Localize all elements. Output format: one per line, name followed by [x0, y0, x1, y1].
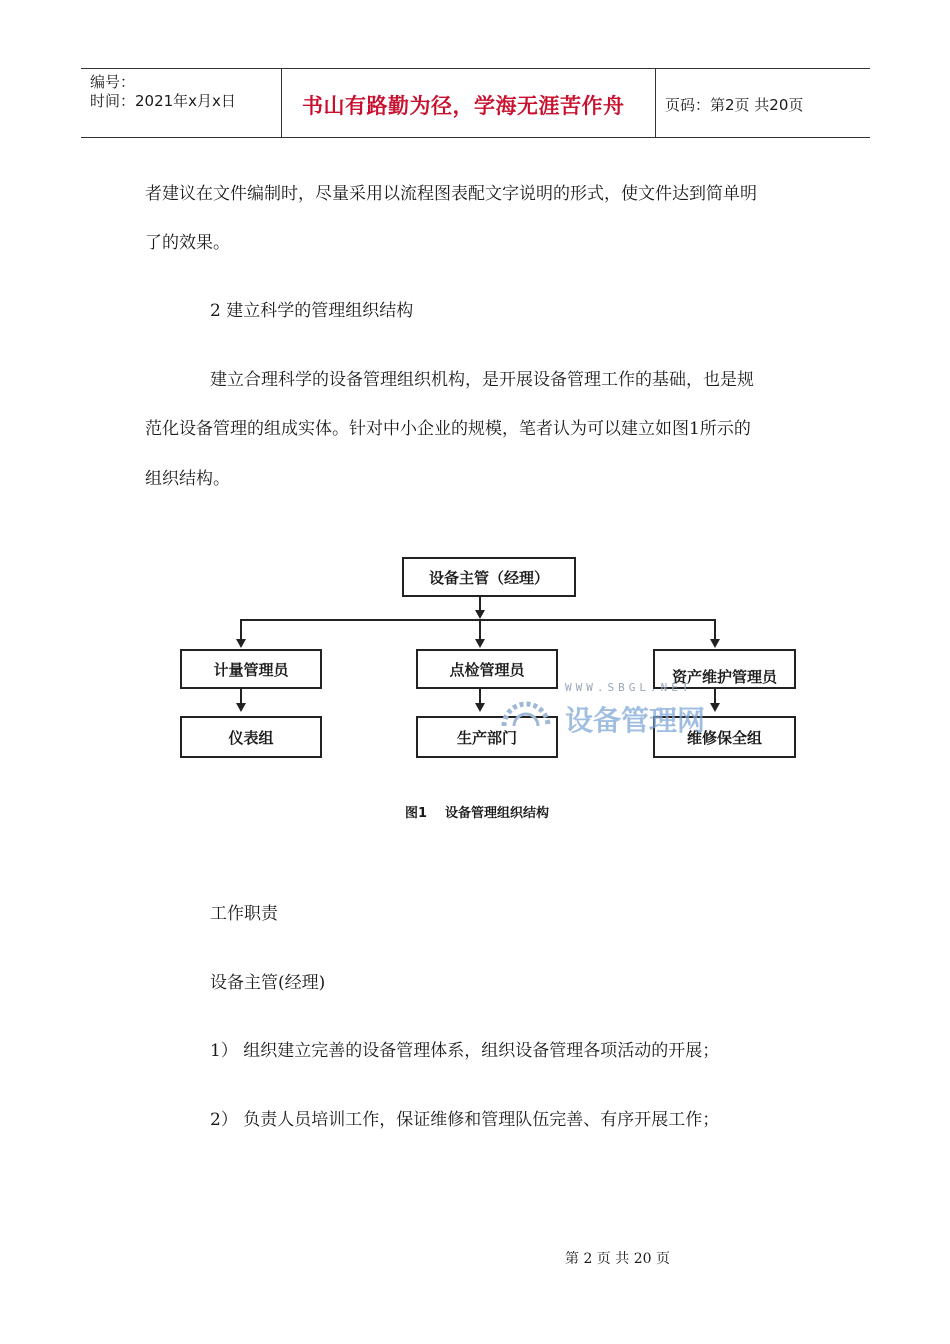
connector-line: [479, 689, 481, 703]
header-page-info: 页码：第2页 共20页: [665, 96, 804, 114]
arrow-down-icon: [475, 639, 485, 648]
connector-line: [479, 619, 481, 639]
duty-item: 2） 负责人员培训工作，保证维修和管理队伍完善、有序开展工作；: [210, 1110, 720, 1130]
connector-line: [240, 619, 716, 621]
paragraph-line: 组织结构。: [145, 469, 230, 489]
org-node-manager: 设备主管（经理）: [402, 557, 576, 597]
section-heading: 2 建立科学的管理组织结构: [210, 301, 414, 321]
manager-heading: 设备主管(经理): [210, 973, 326, 993]
header-page-cell: [656, 69, 870, 137]
connector-line: [714, 689, 716, 703]
header-motto-cell: [282, 69, 656, 137]
connector-line: [240, 689, 242, 703]
gear-logo-icon: [500, 698, 552, 728]
arrow-down-icon: [236, 703, 246, 712]
arrow-down-icon: [710, 639, 720, 648]
serial-label: 编号：: [90, 73, 136, 91]
paragraph-line: 者建议在文件编制时，尽量采用以流程图表配文字说明的形式，使文件达到简单明: [145, 184, 757, 204]
duties-heading: 工作职责: [210, 904, 278, 924]
arrow-down-icon: [236, 639, 246, 648]
figure-caption: [405, 802, 549, 821]
paragraph-line: 建立合理科学的设备管理组织机构，是开展设备管理工作的基础，也是规: [210, 370, 754, 390]
watermark-url: WWW.SBGL.NET: [565, 681, 693, 694]
watermark-name: 设备管理网: [565, 704, 706, 737]
connector-line: [240, 619, 242, 639]
connector-line: [714, 619, 716, 639]
org-node-maintenance-group: 维修保全组: [653, 716, 796, 758]
arrow-down-icon: [710, 703, 720, 712]
org-node-production-dept: 生产部门: [416, 716, 558, 758]
org-node-metering: 计量管理员: [180, 649, 322, 689]
page-footer: 第 2 页 共 20 页: [565, 1251, 670, 1267]
org-node-inspection: 点检管理员: [416, 649, 558, 689]
org-node-asset-maintenance: 资产维护管理员: [653, 649, 796, 689]
arrow-down-icon: [475, 610, 485, 619]
page-header: [81, 68, 870, 138]
paragraph-line: 范化设备管理的组成实体。针对中小企业的规模，笔者认为可以建立如图1所示的: [145, 419, 751, 439]
header-meta-cell: [81, 69, 282, 137]
time-label: 时间：2021年x月x日: [90, 92, 236, 110]
paragraph-line: 了的效果。: [145, 233, 230, 253]
connector-line: [479, 597, 481, 611]
org-node-instrument-group: 仪表组: [180, 716, 322, 758]
figure-caption-text: 设备管理组织结构: [445, 806, 550, 821]
arrow-down-icon: [475, 703, 485, 712]
duty-item: 1） 组织建立完善的设备管理体系，组织设备管理各项活动的开展；: [210, 1041, 720, 1061]
header-motto: 书山有路勤为径，学海无涯苦作舟: [302, 94, 625, 118]
figure-caption-number: 图1: [405, 806, 428, 821]
